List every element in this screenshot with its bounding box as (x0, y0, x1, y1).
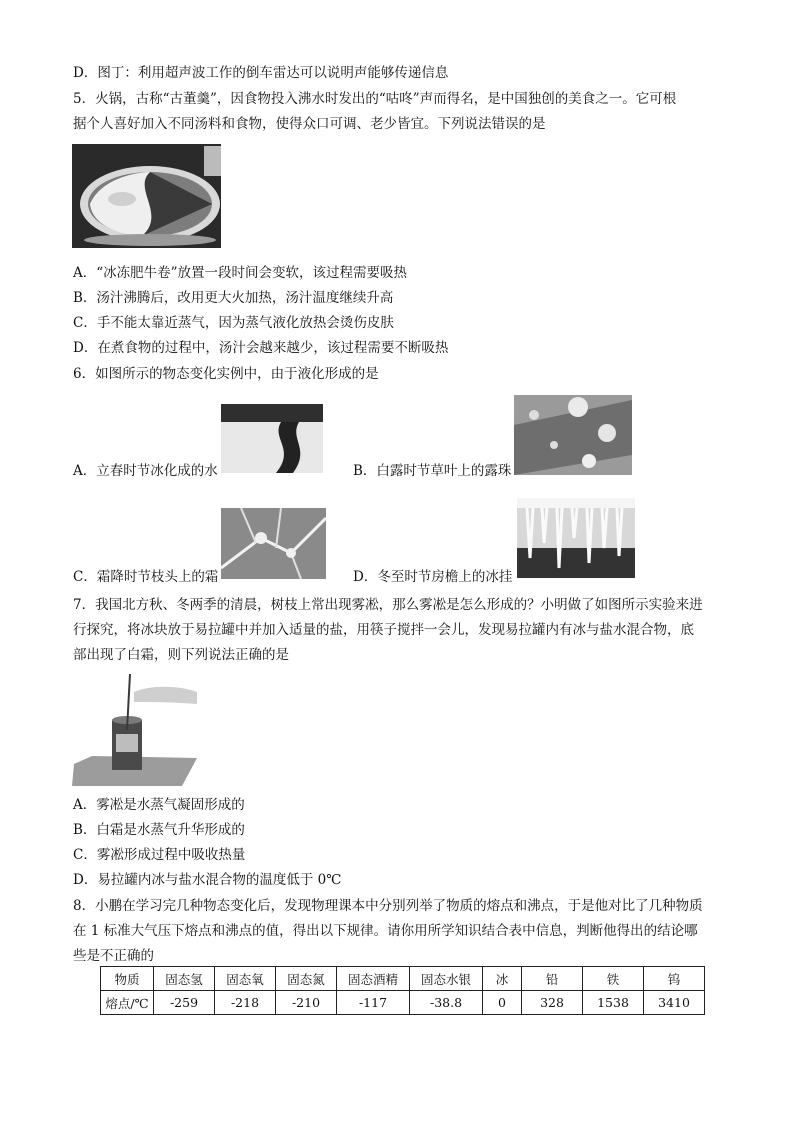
q6-option-c: C．霜降时节枝头上的霜 (73, 569, 219, 585)
table-header-cell: 固态氮 (276, 967, 337, 991)
q5-option-a: A．“冰冻肥牛卷”放置一段时间会变软，该过程需要吸热 (73, 265, 408, 281)
table-cell: -218 (215, 991, 276, 1015)
q7-option-d: D．易拉罐内冰与盐水混合物的温度低于 0℃ (73, 872, 342, 888)
table-cell: 1538 (583, 991, 644, 1015)
table-header-cell: 固态氢 (154, 967, 215, 991)
q7-stem-line1: 7．我国北方秋、冬两季的清晨，树枝上常出现雾凇，那么雾凇是怎么形成的？小明做了如图所示实验来进 (73, 597, 703, 613)
table-header-cell: 铁 (583, 967, 644, 991)
q7-option-b: B．白霜是水蒸气升华形成的 (73, 822, 245, 838)
melting-point-table (100, 966, 705, 1015)
table-header-cell: 铅 (522, 967, 583, 991)
q8-stem-line3: 些是不正确的 (73, 948, 154, 964)
table-cell: 0 (483, 991, 522, 1015)
table-cell: -38.8 (410, 991, 483, 1015)
table-header-cell: 固态氧 (215, 967, 276, 991)
q6-option-a: A．立春时节冰化成的水 (73, 463, 218, 479)
table-cell: -259 (154, 991, 215, 1015)
table-header-cell: 固态酒精 (337, 967, 410, 991)
table-cell: 熔点/℃ (101, 991, 154, 1015)
q8-stem-line1: 8．小鹏在学习完几种物态变化后，发现物理课本中分别列举了物质的熔点和沸点，于是他对比了几种物质 (73, 898, 703, 914)
q7-option-a: A．雾凇是水蒸气凝固形成的 (73, 797, 245, 813)
q8-stem-line2: 在 1 标准大气压下熔点和沸点的值，得出以下规律。请你用所学知识结合表中信息，判断他得出的结论哪 (73, 923, 698, 939)
table-cell: 3410 (644, 991, 705, 1015)
table-row (101, 991, 705, 1015)
dew-drops-photo (514, 395, 632, 475)
q5-option-d: D．在煮食物的过程中，汤汁会越来越少，该过程需要不断吸热 (73, 340, 449, 356)
frost-branches-photo (221, 508, 326, 579)
table-header-cell: 钨 (644, 967, 705, 991)
q6-option-b: B．白露时节草叶上的露珠 (353, 463, 512, 479)
table-cell: -117 (337, 991, 410, 1015)
can-experiment-photo (72, 672, 197, 788)
q5-stem-line1: 5．火锅，古称“古董羹”，因食物投入沸水时发出的“咕咚”声而得名，是中国独创的美食之一。它可根 (73, 91, 677, 107)
hotpot-photo (72, 144, 221, 248)
q6-stem: 6．如图所示的物态变化实例中，由于液化形成的是 (73, 366, 379, 382)
table-header-cell: 固态水银 (410, 967, 483, 991)
table-header-row (101, 967, 705, 991)
q7-stem-line3: 部出现了白霜，则下列说法正确的是 (73, 647, 289, 663)
table-cell: 328 (522, 991, 583, 1015)
icicles-photo (517, 498, 635, 578)
table-cell: -210 (276, 991, 337, 1015)
q7-stem-line2: 行探究，将冰块放于易拉罐中并加入适量的盐，用筷子搅拌一会儿，发现易拉罐内有冰与盐水混合物，底 (73, 622, 694, 638)
q4-option-d: D．图丁：利用超声波工作的倒车雷达可以说明声能够传递信息 (73, 65, 449, 81)
table-header-cell: 冰 (483, 967, 522, 991)
q5-stem-line2: 据个人喜好加入不同汤料和食物，使得众口可调、老少皆宜。下列说法错误的是 (73, 116, 546, 132)
table-header-cell: 物质 (101, 967, 154, 991)
melting-ice-photo (221, 404, 323, 473)
q5-option-c: C．手不能太靠近蒸气，因为蒸气液化放热会烫伤皮肤 (73, 315, 394, 331)
q7-option-c: C．雾凇形成过程中吸收热量 (73, 847, 246, 863)
q6-option-d: D．冬至时节房檐上的冰挂 (353, 569, 513, 585)
q5-option-b: B．汤汁沸腾后，改用更大火加热，汤汁温度继续升高 (73, 290, 394, 306)
